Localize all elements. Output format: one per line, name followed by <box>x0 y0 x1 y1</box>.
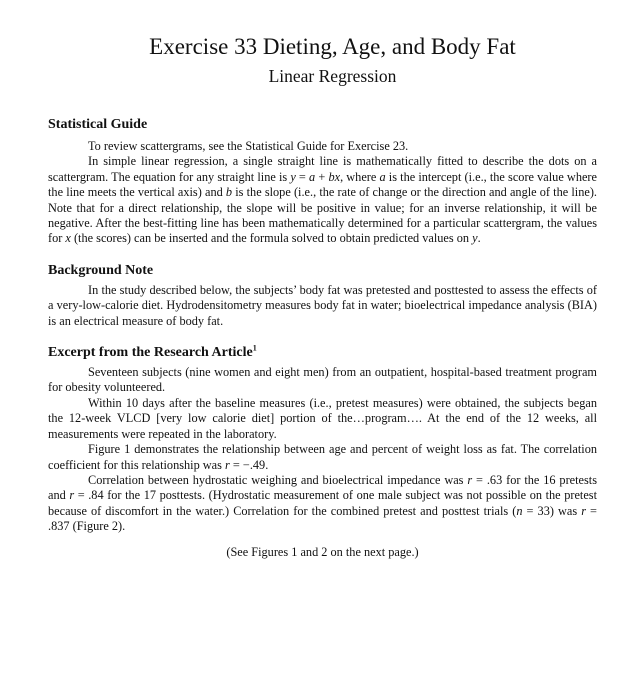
background-paragraph: In the study described below, the subjects’ body fat was pretested and posttested to assess the effects of a very-low-calorie diet. Hydrodensitometry measures body fat in water; bioelectrical impedance analysis (BIA) is an electrical measure of body fat. <box>48 282 597 328</box>
page-title: Exercise 33 Dieting, Age, and Body Fat <box>149 34 516 59</box>
statistical-guide-section <box>48 116 597 247</box>
footnote-marker: 1 <box>252 343 257 353</box>
excerpt-heading: Excerpt from the Research Article$^1$ <box>48 343 257 361</box>
figures-note: (See Figures 1 and 2 on the next page.) <box>226 544 419 559</box>
statistical-guide-heading: Statistical Guide <box>48 117 148 132</box>
background-note-section <box>48 262 597 329</box>
guide-paragraph-2: In simple linear regression, a single straight line is mathematically fitted to describe the dots on a scattergram. The equation for any straight line is y = a + bx, where a is the intercept (i.e., the score value where the line meets the vertical axis) and b is the slope (i.e., the rate of change or the direction and angle of the line). Note that for a direct relationship, the slope will be positive in value; for an inverse relationship, it will be negative. After the best-fitting line has been mathematically determined for a particular scattergram, the values for x (the scores) can be inserted and the formula solved to obtain predicted values on y. <box>48 154 597 246</box>
page-subtitle: Linear Regression <box>268 66 397 86</box>
excerpt-paragraph-3: Figure 1 demonstrates the relationship between age and percent of weight loss as fat. The correlation coefficient for this relationship was r = −.49. <box>48 442 597 472</box>
guide-paragraph-1: To review scattergrams, see the Statistical Guide for Exercise 23. <box>88 139 409 153</box>
excerpt-paragraph-4: Correlation between hydrostatic weighing and bioelectrical impedance was r = .63 for the 16 pretests and r = .84 for the 17 posttests. (Hydrostatic measurement of one male subject was not possible on the pretest because of discomfort in the water.) Correlation for the combined pretest and posttest trials (n = 33) was r = .837 (Figure 2). <box>48 472 597 534</box>
excerpt-paragraph-1: Seventeen subjects (nine women and eight men) from an outpatient, hospital-based treatment program for obesity volunteered. <box>48 365 597 395</box>
excerpt-paragraph-2: Within 10 days after the baseline measures (i.e., pretest measures) were obtained, the subjects began the 12-week VLCD [very low calorie diet] portion of the…program…. At the end of the 12 weeks, all measurements were repeated in the laboratory. <box>48 395 597 441</box>
excerpt-section <box>48 344 597 560</box>
background-note-heading: Background Note <box>48 262 154 278</box>
